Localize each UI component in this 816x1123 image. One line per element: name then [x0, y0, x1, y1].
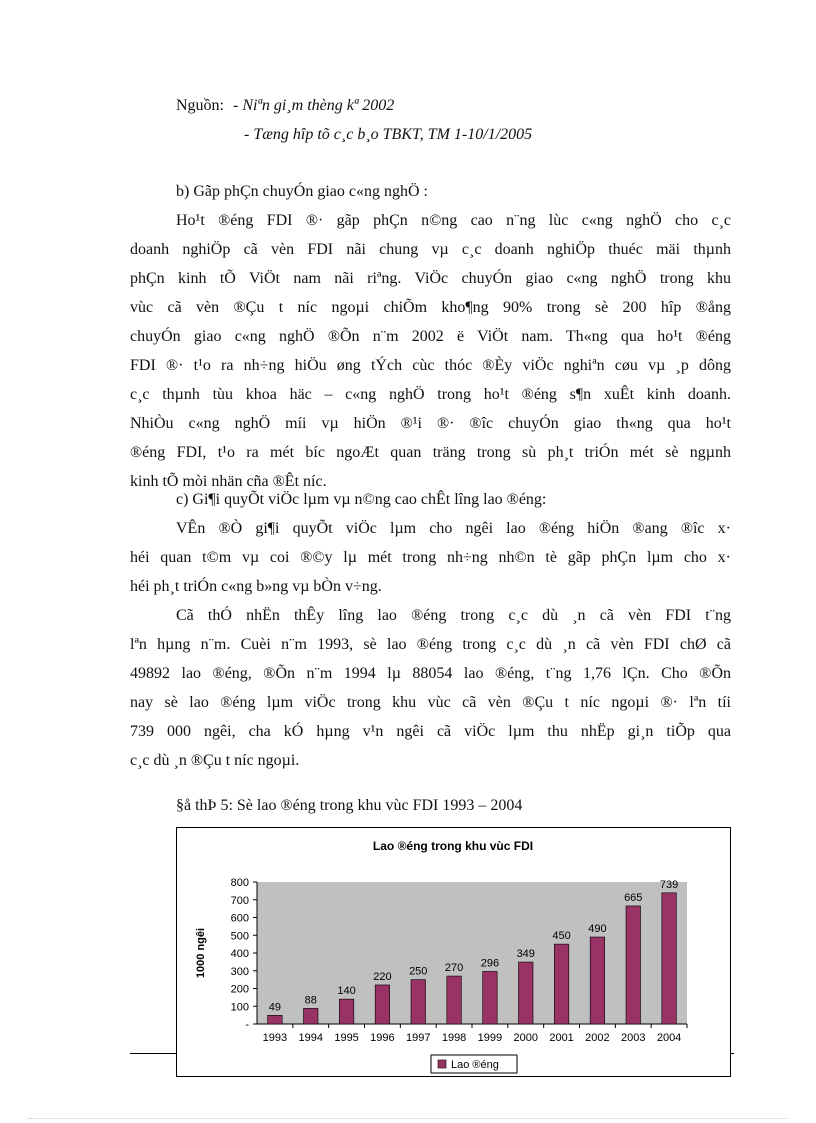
x-tick-label: 1993: [262, 1032, 288, 1044]
bar: [268, 1015, 283, 1024]
body-text-line: FDI ®· t¹o ra nh÷ng hiÖu øng tÝch cùc thóc ®Èy viÖc nghiªn cøu vµ ¸p dông: [130, 357, 731, 374]
section-c-heading: c) Gi¶i quyÕt viÖc lµm vµ n©ng cao chÊt lîng lao ®éng:: [176, 491, 547, 508]
body-text-line: vùc cã vèn ®Çu t níc ngoµi chiÕm kho¶ng 90% trong sè 200 hîp ®ång: [130, 299, 731, 316]
x-tick-label: 1996: [370, 1032, 395, 1044]
bar: [304, 1008, 319, 1024]
body-text-line: c¸c dù ¸n ®Çu t níc ngoµi.: [130, 752, 300, 769]
bar-value-label: 349: [516, 948, 535, 961]
x-tick-label: 2001: [549, 1032, 574, 1044]
body-text-line: Cã thÓ nhËn thÊy lîng lao ®éng trong c¸c dù ¸n cã vèn FDI t¨ng: [176, 607, 731, 624]
bar: [375, 985, 390, 1024]
source-label: Nguồn:: [176, 97, 224, 114]
x-tick-label: 1999: [477, 1032, 503, 1044]
bar: [519, 962, 534, 1024]
bar-value-label: 49: [268, 1001, 282, 1014]
body-text-line: lªn hµng n¨m. Cuèi n¨m 1993, sè lao ®éng trong c¸c dù ¸n cã vèn FDI chØ cã: [130, 636, 731, 653]
bar: [626, 906, 641, 1024]
footer-rule-left: [130, 1053, 176, 1054]
body-text-line: ®éng FDI, t¹o ra mét bíc ngoÆt quan träng trong sù ph¸t triÓn mét sè ngµnh: [130, 444, 731, 461]
bar: [590, 937, 605, 1024]
y-tick-label: 800: [230, 877, 249, 889]
bar-value-label: 450: [552, 930, 571, 943]
bar-value-label: 250: [409, 965, 428, 978]
chart-frame: [176, 827, 731, 1077]
x-tick-label: 2000: [513, 1032, 538, 1044]
body-text-line: kinh tÕ mòi nhän cña ®Êt níc.: [130, 473, 327, 490]
bar-value-label: 739: [659, 878, 679, 891]
footer-rule-right: [731, 1053, 734, 1054]
bar-value-label: 270: [444, 962, 464, 975]
bar-value-label: 220: [373, 970, 392, 983]
bar: [411, 980, 426, 1024]
x-tick-label: 2004: [656, 1032, 682, 1044]
bar-value-label: 140: [337, 985, 356, 998]
legend-swatch: [438, 1060, 446, 1068]
figure-caption: §å thÞ 5: Sè lao ®éng trong khu vùc FDI 1993 – 2004: [176, 797, 523, 814]
y-tick-label: 700: [230, 894, 249, 907]
section-b-heading: b) Gãp phÇn chuyÓn giao c«ng nghÖ :: [176, 183, 428, 200]
body-text-line: c¸c thµnh tùu khoa häc – c«ng nghÖ trong ho¹t ®éng s¶n xuÊt kinh doanh.: [130, 386, 731, 403]
x-tick-label: 1995: [334, 1032, 359, 1044]
chart-title: Lao ®éng trong khu vùc FDI: [372, 839, 534, 853]
body-text-line: 49892 lao ®éng, ®Õn n¨m 1994 lµ 88054 lao ®éng, t¨ng 1,76 lÇn. Cho ®Õn: [130, 665, 731, 682]
body-text-line: Ho¹t ®éng FDI ®· gãp phÇn n©ng cao n¨ng lùc c«ng nghÖ cho c¸c: [176, 212, 731, 229]
x-tick-label: 1994: [298, 1032, 323, 1044]
y-tick-label: -: [245, 1019, 249, 1031]
source-line-1: - Niªn gi¸m thèng kª 2002: [233, 97, 395, 114]
body-text-line: phÇn kinh tÕ ViÖt nam nãi riªng. ViÖc chuyÓn giao c«ng nghÖ trong khu: [130, 270, 731, 287]
body-text-line: NhiÒu c«ng nghÖ míi vµ hiÖn ®¹i ®· ®îc chuyÓn giao th«ng qua ho¹t: [130, 415, 731, 432]
body-text-line: 739 000 ngêi, cha kÓ hµng v¹n ngêi cã viÖc lµm thu nhËp gi¸n tiÕp qua: [130, 723, 731, 740]
bar: [483, 971, 498, 1024]
bar-value-label: 88: [304, 994, 317, 1007]
y-tick-label: 100: [230, 1001, 249, 1014]
chart-svg: [177, 828, 730, 1076]
y-tick-label: 200: [230, 983, 249, 996]
bar-value-label: 665: [624, 891, 643, 904]
x-tick-label: 2003: [621, 1032, 646, 1044]
page-bottom-border: [28, 1118, 788, 1119]
body-text-line: VÊn ®Ò gi¶i quyÕt viÖc lµm cho ngêi lao ®éng hiÖn ®ang ®îc x·: [176, 520, 731, 537]
bar: [339, 999, 354, 1024]
y-axis-label: 1000 ngêi: [195, 927, 207, 979]
bar-value-label: 490: [588, 923, 607, 936]
body-text-line: chuyÓn giao c«ng nghÖ ®Õn n¨m 2002 ë ViÖt nam. Th«ng qua ho¹t ®éng: [130, 328, 731, 345]
bar: [662, 893, 677, 1024]
y-tick-label: 300: [230, 965, 249, 978]
y-tick-label: 500: [230, 930, 249, 943]
bar: [447, 976, 462, 1024]
x-tick-label: 1998: [441, 1032, 467, 1044]
body-text-line: héi quan t©m vµ coi ®©y lµ mét trong nh÷ng nh©n tè gãp phÇn lµm cho x·: [130, 549, 731, 566]
x-tick-label: 1997: [406, 1032, 431, 1044]
bar-value-label: 296: [480, 957, 500, 970]
x-tick-label: 2002: [585, 1032, 610, 1044]
bar: [554, 944, 569, 1024]
body-text-line: nay sè lao ®éng lµm viÖc trong khu vùc cã vèn ®Çu t níc ngoµi ®· lªn tíi: [130, 694, 731, 711]
plot-area: [257, 882, 687, 1024]
body-text-line: doanh nghiÖp cã vèn FDI nãi chung vµ c¸c doanh nghiÖp thuéc mäi thµnh: [130, 241, 731, 258]
source-line-2: - Tæng hîp tõ c¸c b¸o TBKT, TM 1-10/1/2005: [244, 126, 533, 143]
y-tick-label: 600: [230, 912, 249, 925]
legend-label: Lao ®éng: [451, 1059, 499, 1071]
body-text-line: héi ph¸t triÓn c«ng b»ng vµ bÒn v÷ng.: [130, 578, 382, 595]
y-tick-label: 400: [230, 948, 249, 960]
